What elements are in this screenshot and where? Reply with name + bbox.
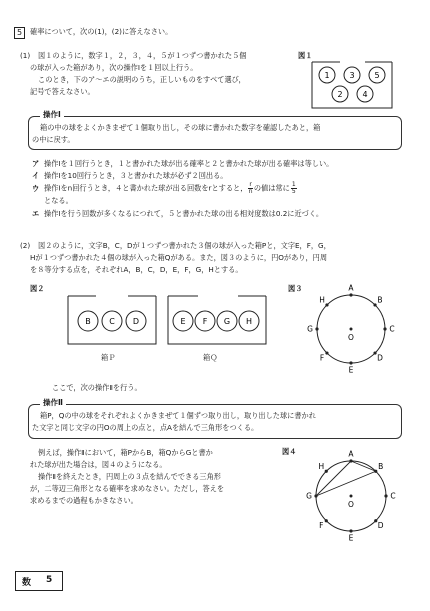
operation2-title: 操作Ⅱ [40, 397, 66, 408]
part1-line4: 記号で答えなさい。 [30, 87, 95, 96]
fig4-point-label: H [318, 461, 325, 471]
fig4-point-label: C [390, 491, 396, 501]
part1-line3: このとき，下のア～エの説明のうち，正しいものをすべて選び， [38, 75, 246, 84]
figure4-circle [300, 446, 406, 548]
fig3-point-label: B [377, 295, 383, 305]
fig1-ball: 3 [349, 71, 355, 80]
fig4-point-label: A [348, 449, 354, 459]
fig4-point-label: F [319, 521, 324, 531]
fig4-point-dot [349, 529, 352, 532]
boxP-ball: C [109, 317, 115, 326]
boxP-ball: D [132, 317, 140, 326]
option-i: イ 操作Ⅰを10回行うとき，３と書かれた球が必ず２回出る。 [32, 171, 228, 180]
operation1-line1: 箱の中の球をよくかきまぜて１個取り出し，その球に書かれた数字を確認したあと，箱 [40, 123, 321, 132]
part2-line3: を８等分する点を，それぞれA，B，C，D，E，F，G，Hとする。 [30, 265, 243, 274]
option-e: エ 操作Ⅰを行う回数が多くなるにつれて，５と書かれた球の出る相対度数は0.2に近づく。 [32, 209, 324, 218]
operation2-line1: 箱P，Qの中の球をそれぞれよくかきまぜて１個ずつ取り出し，取り出した球に書かれ [40, 411, 316, 420]
figure2-label: 図２ [30, 284, 45, 293]
option-u: ウ 操作Ⅰをn回行うとき，４と書かれた球が出る回数をrとすると， $\frac{r}{n}$ の値は常に $\frac{1}{5}$ [32, 181, 296, 195]
figure3-circle [300, 282, 406, 378]
fig4-point-label: B [378, 461, 384, 471]
option-u-cont: となる。 [44, 196, 73, 205]
fig3-point-dot [315, 327, 318, 330]
part2-line4: ここで，次の操作Ⅱを行う。 [52, 383, 142, 392]
part2-para-line2: れた球が出た場合は，図４のようになる。 [30, 460, 167, 469]
question-intro: 確率について，次の(1)，(2)に答えなさい。 [30, 27, 173, 36]
fig4-triangle-side [316, 471, 376, 496]
operation1-line2: の中に戻す。 [32, 135, 75, 144]
part2-para-line4: が，二等辺三角形となる確率を求めなさい。ただし，答えを [30, 484, 225, 493]
part1-label: (1) [20, 51, 31, 60]
fig1-ball: 1 [324, 71, 330, 80]
fig4-point-dot [325, 519, 328, 522]
part2-para-line5: 求めるまでの過程もかきなさい。 [30, 496, 138, 505]
part2-para-line1: 例えば，操作Ⅱにおいて，箱PからB，箱QからGと書か [38, 448, 213, 457]
figure1-box [310, 60, 394, 110]
fig1-ball: 2 [337, 90, 343, 99]
fig3-point-dot [349, 361, 352, 364]
fig3-point-dot [373, 303, 376, 306]
figure3-label: 図３ [288, 284, 303, 293]
fig3-point-dot [349, 293, 352, 296]
part2-para-line3: 操作Ⅱを終えたとき，円周上の３点を結んでできる三角形 [38, 472, 221, 481]
fig4-point-dot [314, 494, 317, 497]
part2-label: (2) [20, 241, 31, 250]
circle-center-label: O [348, 333, 354, 342]
part2-line2: Hが１つずつ書かれた４個の球が入った箱Qがある。また，図３のように，円Oがあり，円周 [30, 253, 328, 262]
boxQ-ball: E [180, 317, 186, 326]
fig4-point-dot [349, 459, 352, 462]
boxP-label: 箱Ｐ [101, 353, 116, 362]
fig1-ball: 4 [362, 90, 368, 99]
boxQ-ball: G [223, 317, 231, 326]
footer-box [15, 571, 63, 591]
part1-line1: 図１のように，数字１，２，３，４，５が１つずつ書かれた５個 [38, 51, 247, 60]
fig3-point-dot [383, 327, 386, 330]
fig4-point-label: E [348, 533, 354, 543]
footer-subject: 数 [22, 578, 32, 588]
fig3-point-dot [325, 351, 328, 354]
fig3-point-label: H [319, 295, 325, 305]
boxQ-ball: F [202, 317, 208, 326]
fig4-triangle-side [351, 461, 376, 471]
figure1-label: 図１ [298, 51, 313, 60]
fig3-point-label: C [389, 324, 395, 334]
fig4-point-dot [384, 494, 387, 497]
figure2-boxes [66, 294, 272, 346]
fig1-ball: 5 [374, 71, 380, 80]
fig3-point-label: F [319, 353, 325, 363]
fig3-point-label: A [348, 283, 354, 293]
fig4-point-dot [374, 470, 377, 473]
fig4-point-label: D [377, 521, 384, 531]
boxQ-ball: H [245, 317, 253, 326]
part2-line1: 図２のように，文字B，C，Dが１つずつ書かれた３個の球が入った箱Pと，文字E，F，G， [38, 241, 331, 250]
footer-number: 5 [46, 575, 53, 585]
fig4-point-dot [325, 470, 328, 473]
operation1-title: 操作Ⅰ [40, 109, 64, 120]
fig3-point-dot [325, 303, 328, 306]
operation2-line2: た文字と同じ文字の円Oの周上の点と，点Aを結んで三角形をつくる。 [32, 423, 259, 432]
circle-center-label: O [348, 500, 354, 509]
fig3-point-label: G [307, 324, 313, 334]
option-a: ア 操作Ⅰを１回行うとき，１と書かれた球が出る確率と２と書かれた球が出る確率は等しい。 [32, 159, 334, 168]
figure4-label: 図４ [282, 447, 297, 456]
fig3-point-label: D [377, 353, 383, 363]
fig3-point-label: E [348, 365, 354, 375]
question-number: 5 [14, 27, 25, 39]
fig4-point-label: G [306, 491, 312, 501]
boxQ-label: 箱Ｑ [203, 353, 218, 362]
part1-line2: の球が入った箱があり，次の操作Ⅰを１回以上行う。 [30, 63, 198, 72]
boxP-ball: B [85, 317, 91, 326]
